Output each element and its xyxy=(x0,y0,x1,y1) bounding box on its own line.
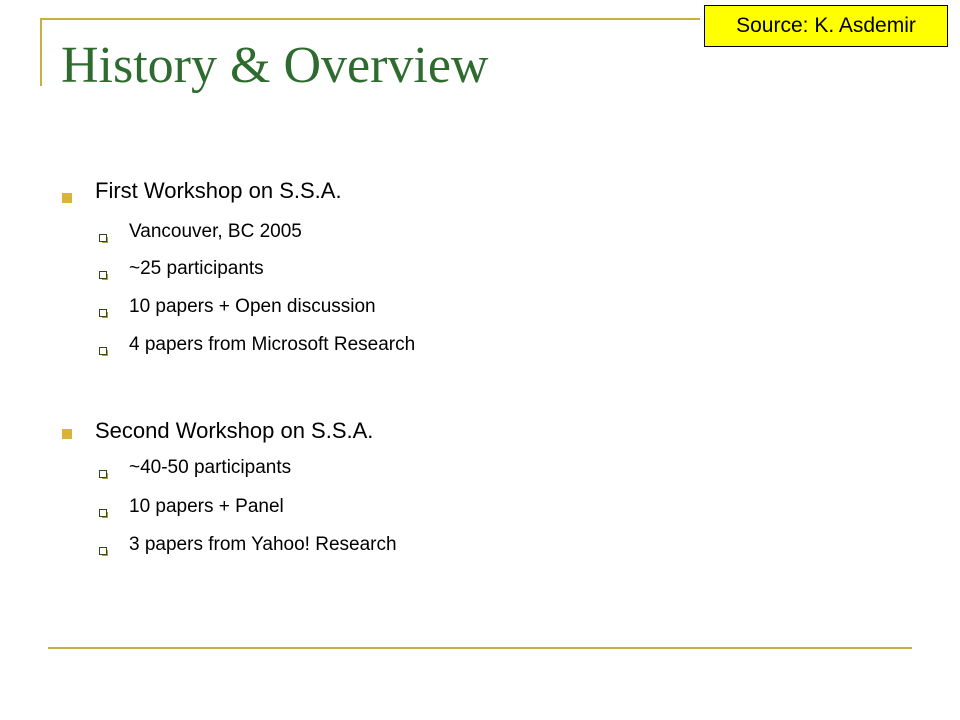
square-bullet-icon xyxy=(62,429,72,439)
hollow-square-bullet-icon xyxy=(99,309,107,317)
list-item: 4 papers from Microsoft Research xyxy=(129,334,416,355)
list-item: Vancouver, BC 2005 xyxy=(129,221,302,242)
list-item: 3 papers from Yahoo! Research xyxy=(129,534,397,555)
slide-title: History & Overview xyxy=(61,37,489,94)
hollow-square-bullet-icon xyxy=(99,509,107,517)
source-label: Source: K. Asdemir xyxy=(704,5,948,47)
list-item: 10 papers + Open discussion xyxy=(129,296,376,317)
list-item: 10 papers + Panel xyxy=(129,496,284,517)
section-heading: Second Workshop on S.S.A. xyxy=(95,418,374,443)
hollow-square-bullet-icon xyxy=(99,347,107,355)
hollow-square-bullet-icon xyxy=(99,271,107,279)
hollow-square-bullet-icon xyxy=(99,547,107,555)
list-item: ~25 participants xyxy=(129,258,264,279)
section-heading: First Workshop on S.S.A. xyxy=(95,178,342,203)
square-bullet-icon xyxy=(62,193,72,203)
hollow-square-bullet-icon xyxy=(99,470,107,478)
bottom-divider xyxy=(48,647,912,649)
hollow-square-bullet-icon xyxy=(99,234,107,242)
list-item: ~40-50 participants xyxy=(129,457,292,478)
